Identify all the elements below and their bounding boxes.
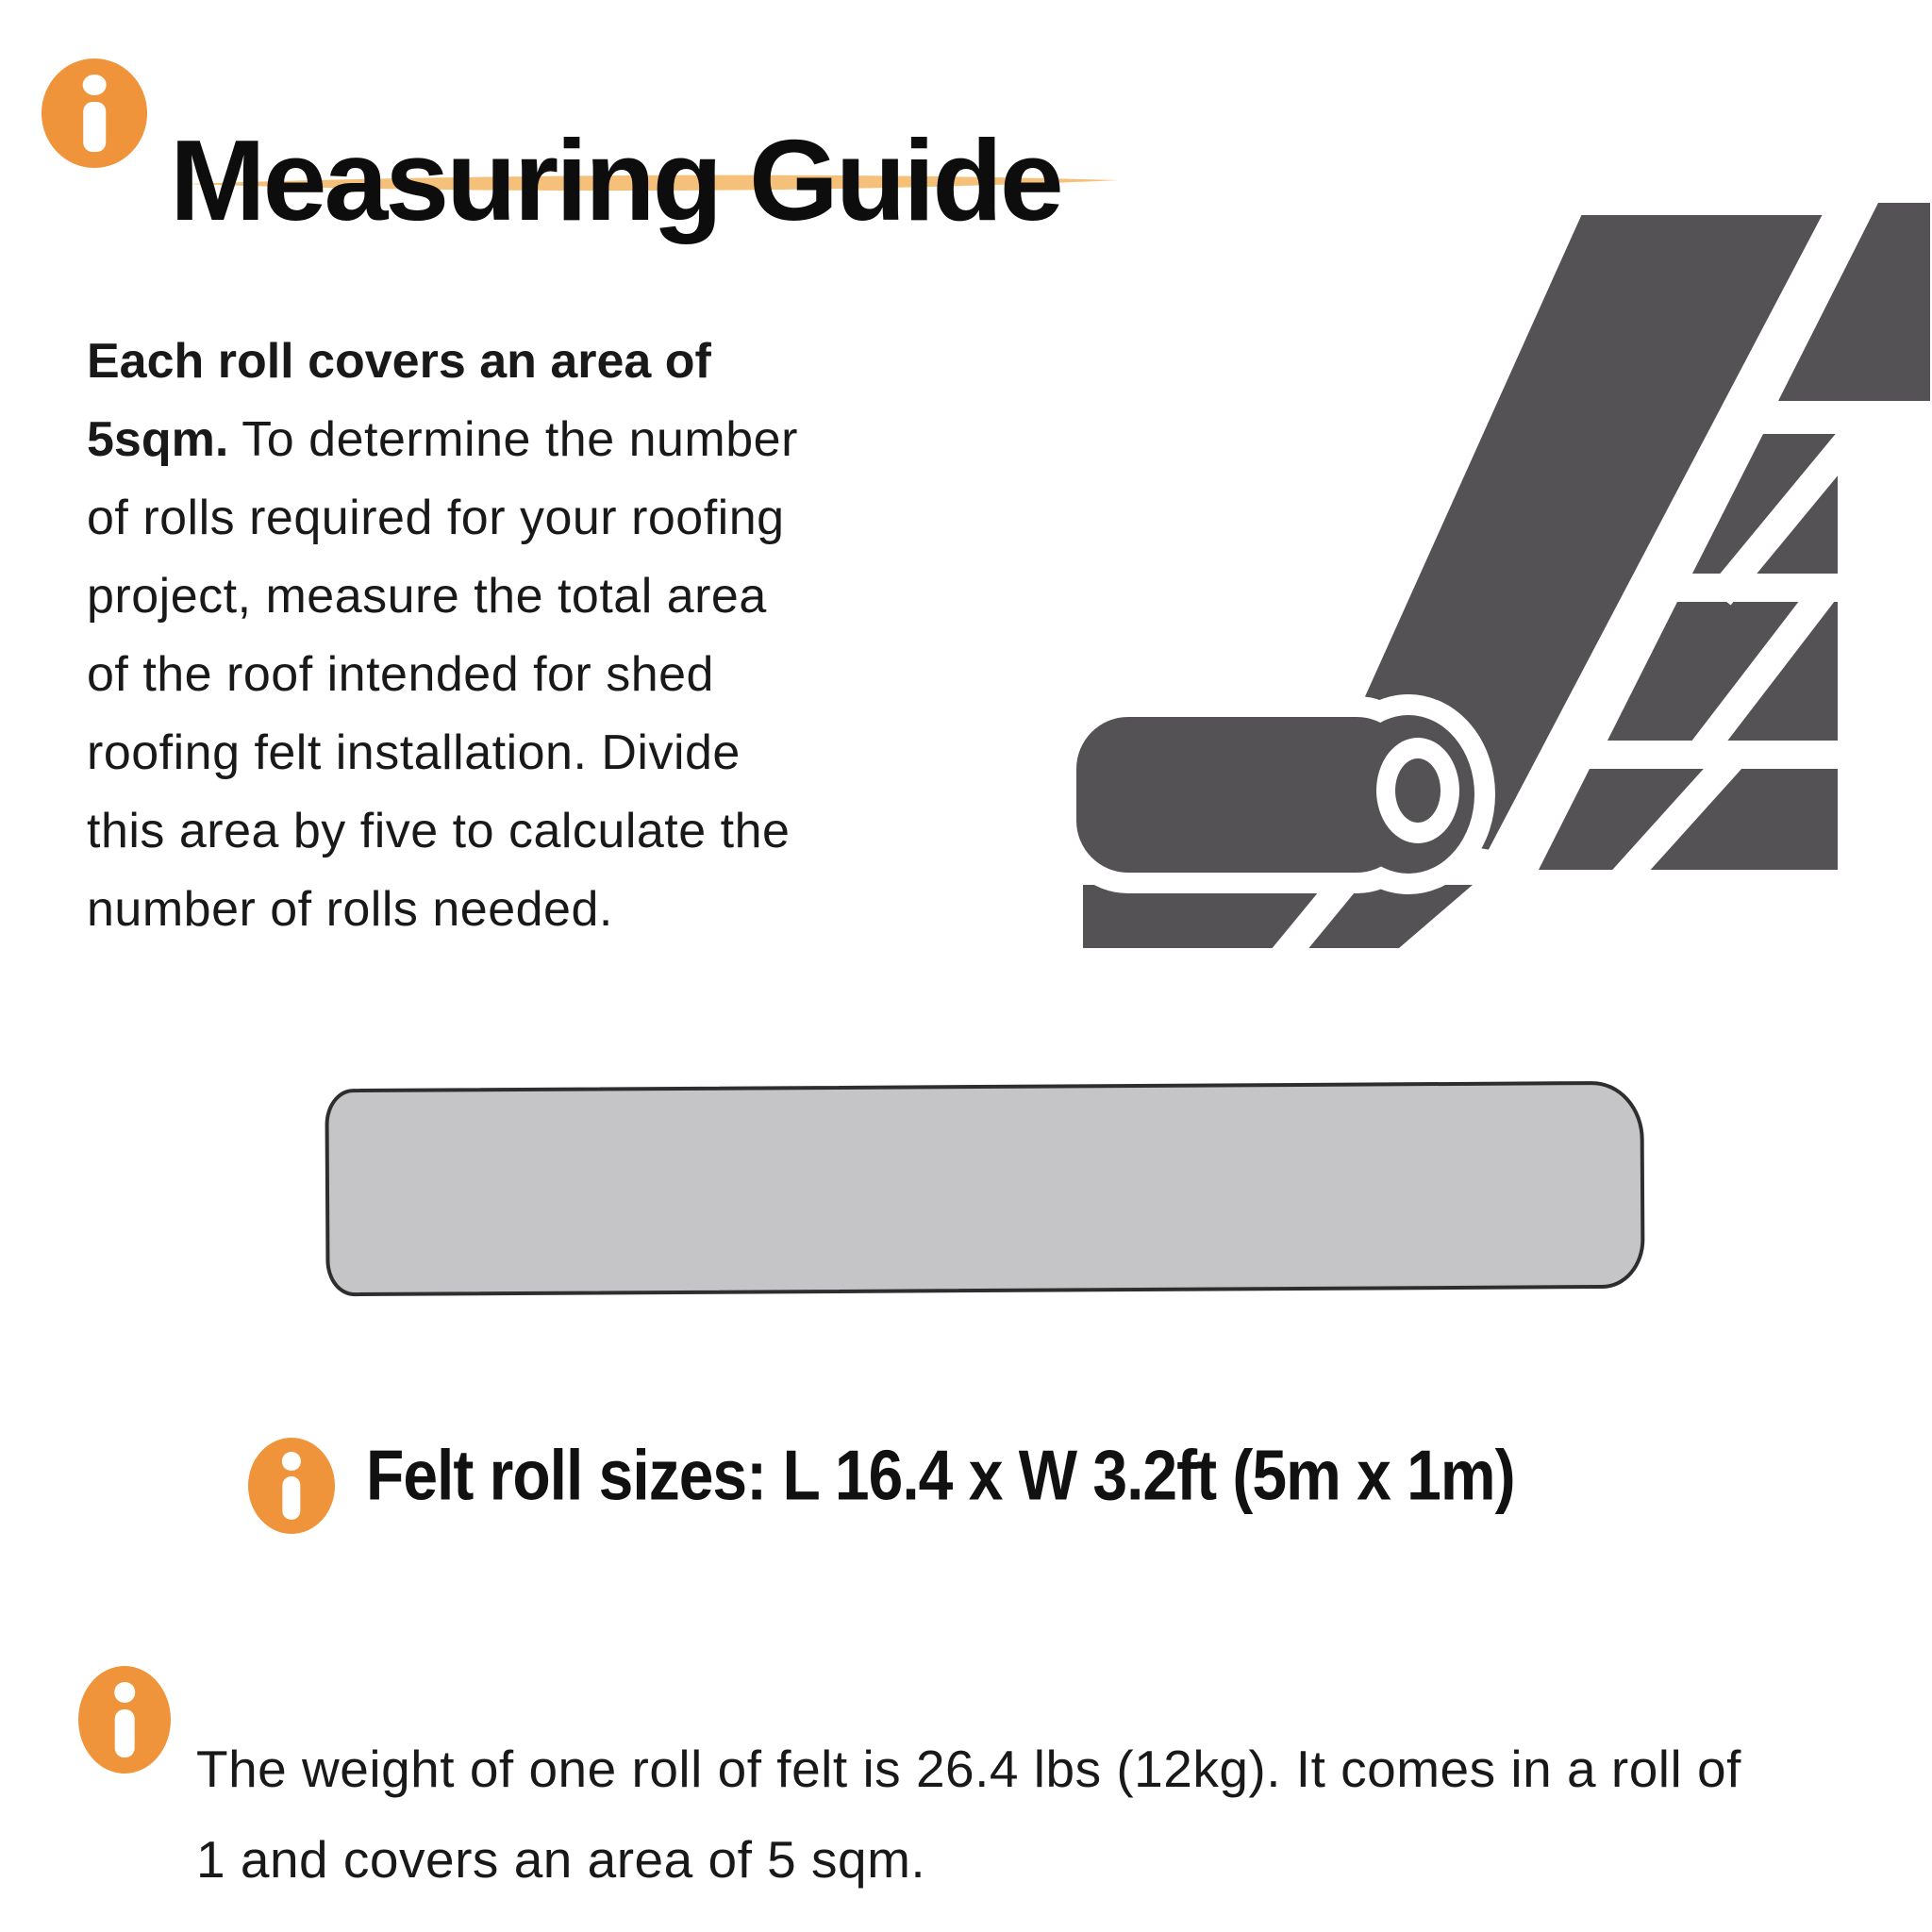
intro-bold-text: Each roll covers an area of 5sqm. [87,334,711,467]
roofing-felt-being-laid-icon [1069,198,1932,953]
info-icon [78,1666,171,1774]
weight-note-text: The weight of one roll of felt is 26.4 lbs (12kg). It comes in a roll of 1 and covers an area of 5 sqm. [196,1740,1741,1889]
felt-roll-outline [325,1081,1644,1297]
felt-roll-sizes-label: Felt roll sizes: L 16.4 x W 3.2ft (5m x 1m) [366,1435,1515,1515]
page-title: Measuring Guide [170,115,1061,244]
intro-regular-text: To determine the number of rolls required for your roofing project, measure the total area of the roof intended for shed roofing felt installation. Divide this area by five to calculate the number of rolls needed. [87,412,798,937]
info-icon [42,58,147,168]
info-icon [248,1438,335,1534]
intro-paragraph [87,323,823,949]
